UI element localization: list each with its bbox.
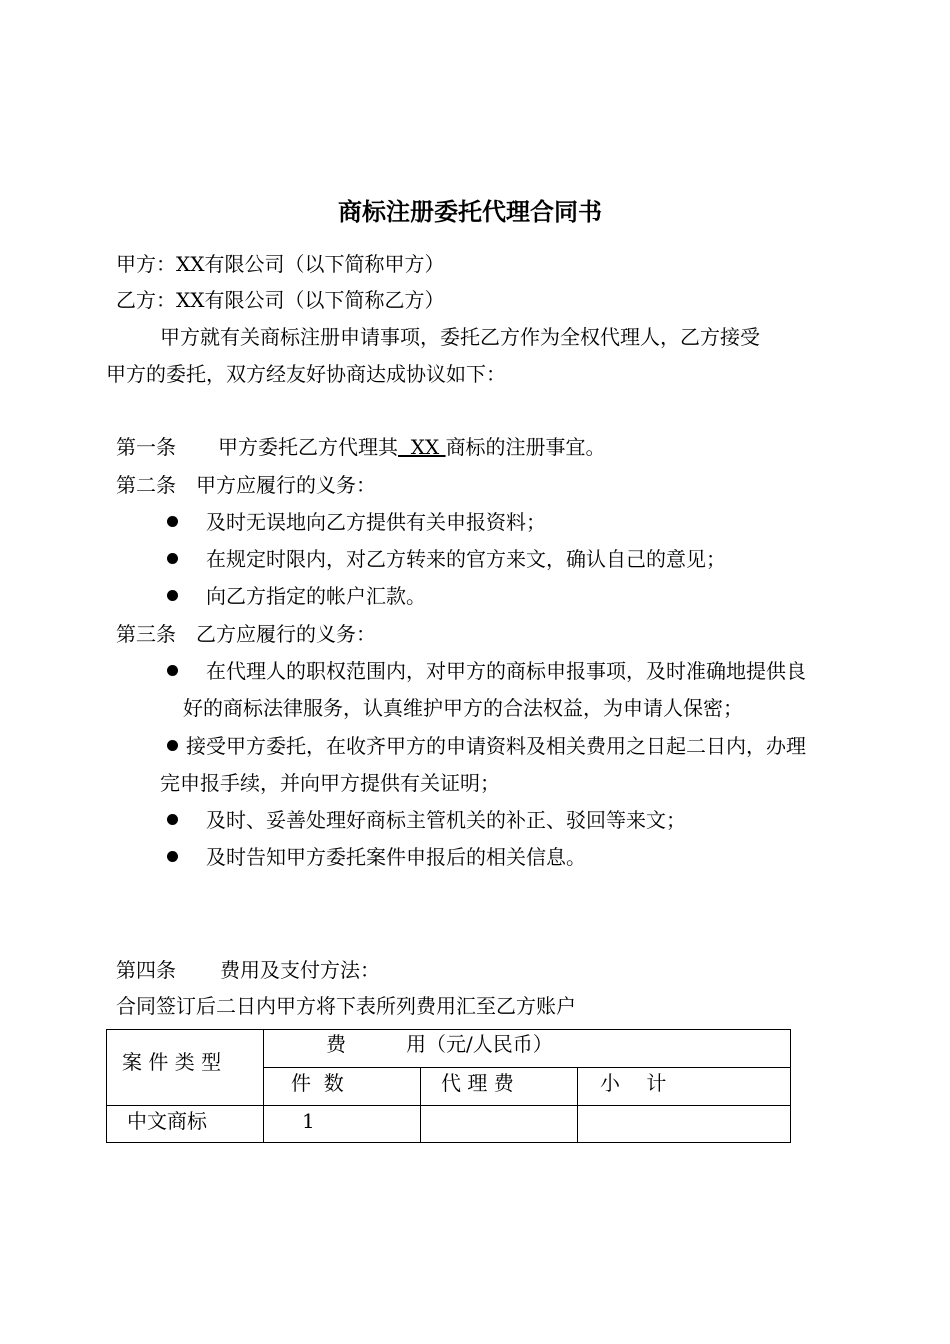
bullet-icon [167,553,178,564]
article4-heading: 费用及支付方法： [220,958,380,982]
article4-note: 合同签订后二日内甲方将下表所列费用汇至乙方账户 [116,994,576,1018]
article3-item2-line2: 完申报手续，并向甲方提供有关证明； [160,771,500,795]
bullet-icon [167,814,178,825]
article2-item: 及时无误地向乙方提供有关申报资料； [206,510,546,534]
row-agency-cell [421,1106,578,1143]
party-a: 甲方：XX有限公司（以下简称甲方） [116,252,445,276]
col-count-cell [264,1068,421,1106]
row-type: 中文商标 [127,1109,207,1133]
row-type-cell [107,1106,264,1143]
article1-label: 第一条 [116,435,176,459]
bullet-icon [167,740,178,751]
bullet-icon [167,851,178,862]
article2-item: 在规定时限内，对乙方转来的官方来文，确认自己的意见； [206,547,726,571]
col-subtotal-header: 小 计 [600,1071,667,1095]
article1-underlined-mark: XX [398,435,446,459]
row-count-cell [264,1106,421,1143]
col-agency-cell [421,1068,578,1106]
intro-line-1: 甲方就有关商标注册申请事项，委托乙方作为全权代理人，乙方接受 [160,325,760,349]
row-count: 1 [302,1109,315,1133]
article1-text [218,435,606,459]
article1-text-before: 甲方委托乙方代理其 [218,435,398,459]
col-subtotal-cell [578,1068,791,1106]
row-subtotal-cell [578,1106,791,1143]
article1-text-after: 商标的注册事宜。 [445,435,606,459]
article3-item2-line1: 接受甲方委托，在收齐甲方的申请资料及相关费用之日起二日内，办理 [186,734,806,758]
fee-table [106,1029,791,1143]
fee-header-cell [264,1030,791,1068]
article3-item1-line2: 好的商标法律服务，认真维护甲方的合法权益，为申请人保密； [183,696,743,720]
bullet-icon [167,590,178,601]
page-title: 商标注册委托代理合同书 [338,197,602,226]
party-b: 乙方：XX有限公司（以下简称乙方） [116,288,445,312]
fee-header: 费 用（元/人民币） [326,1032,553,1056]
article3-heading: 第三条 乙方应履行的义务： [116,622,376,646]
intro-line-2: 甲方的委托，双方经友好协商达成协议如下： [106,362,506,386]
case-type-header-cell [107,1030,264,1106]
case-type-header: 案 件 类 型 [122,1050,222,1074]
article3-item4: 及时告知甲方委托案件申报后的相关信息。 [206,845,586,869]
article3-item1-line1: 在代理人的职权范围内，对甲方的商标申报事项，及时准确地提供良 [206,659,806,683]
article2-heading: 第二条 甲方应履行的义务： [116,473,376,497]
article2-item: 向乙方指定的帐户汇款。 [206,584,426,608]
col-agency-header: 代 理 费 [441,1071,514,1095]
article4-label: 第四条 [116,958,176,982]
article3-item3: 及时、妥善处理好商标主管机关的补正、驳回等来文； [206,808,686,832]
bullet-icon [167,516,178,527]
table-row [107,1106,791,1143]
bullet-icon [167,665,178,676]
col-count-header: 件 数 [291,1071,344,1095]
